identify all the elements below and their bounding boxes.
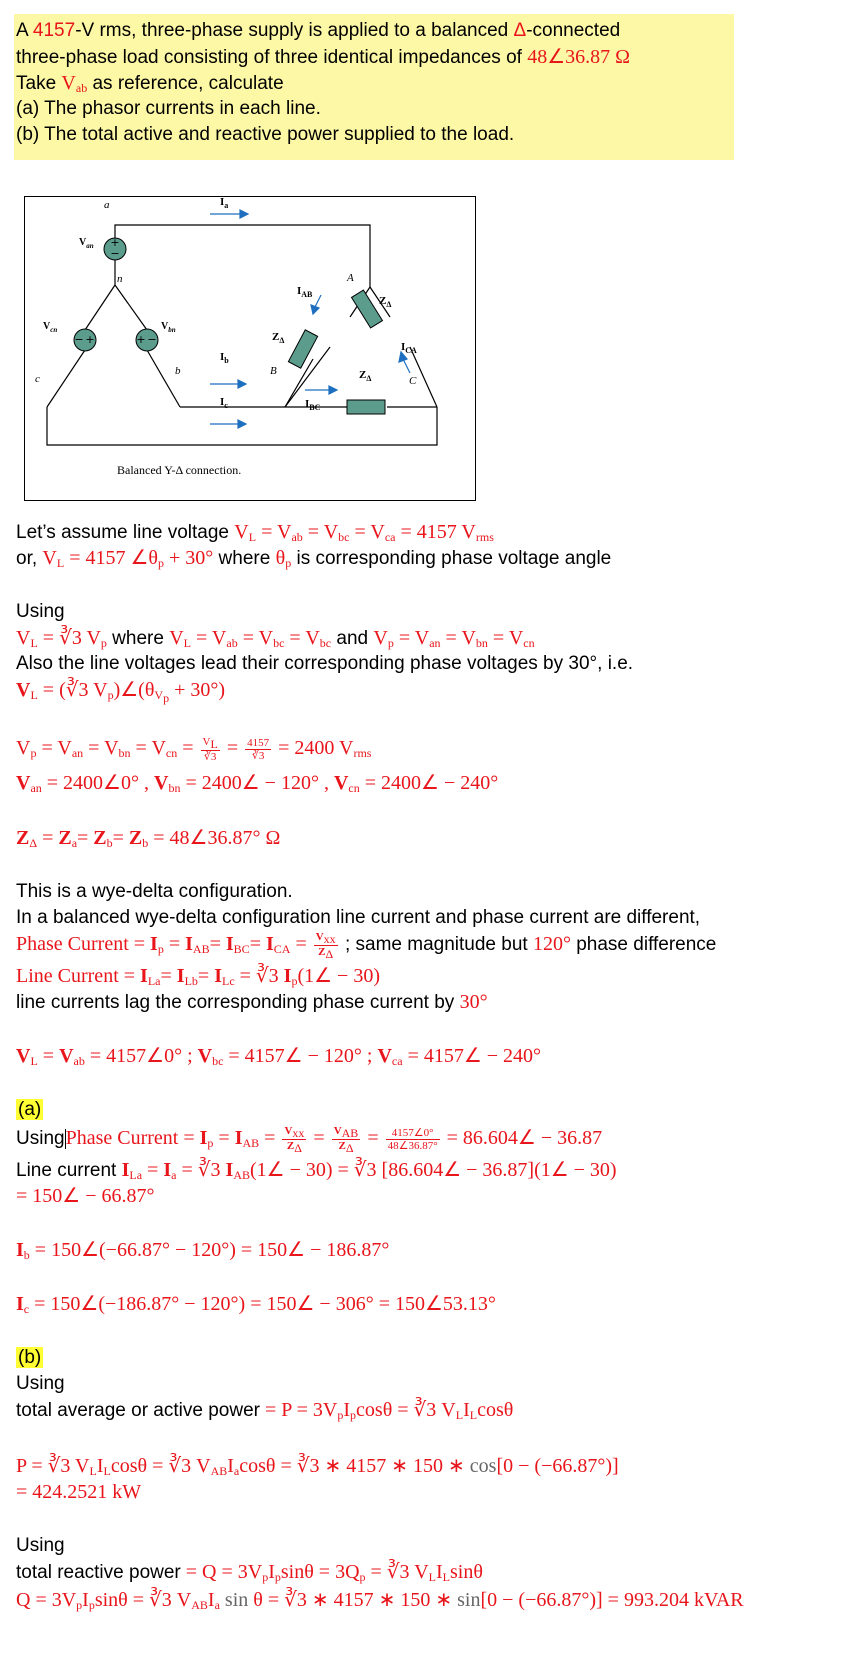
label-a: a [104, 199, 110, 211]
eq-part-a-phase-current: UsingPhase Current = $I_p = I_{AB}$ = $\frac{V_{xx}}{Z_\Delta}$ = $\frac{V_{AB}}{Z_\Delta}$ = $\frac{4157\angle 0^\circ}{48\angle 36.87^\circ}$ = 86.604∠ − 36.87 [16, 1125, 603, 1155]
eq-ic: $I_c$ = 150∠(−186.87° − 120°) = 150∠ − 306° = 150∠53.13° [16, 1293, 496, 1316]
impedance-ca-icon [352, 290, 383, 328]
line-balanced: In a balanced wye-delta configuration line current and phase current are different, [16, 907, 701, 928]
part-a-label: (a) [18, 1099, 42, 1120]
eq-p-calc: P = ∛3 $V_LI_L\cos\theta$ = ∛3 $V_{AB}I_a\cos\theta$ = ∛3 ∗ 4157 ∗ 150 ∗ cos[0 − (−66.87°)] [16, 1455, 619, 1478]
label-node-B: B [270, 365, 277, 377]
figure-caption: Balanced Y-Δ connection. [117, 463, 242, 477]
eq-phase-voltages: $V_{an}$ = 2400∠0° , $V_{bn}$ = 2400∠ − 120° , $V_{cn}$ = 2400∠ − 240° [16, 772, 499, 795]
label-z-ca: $Z_\Delta$ [379, 295, 392, 309]
eq-q-calc: $Q = 3V_pI_p\sin\theta$ = ∛3 $V_{AB}I_a$ sin θ = ∛3 ∗ 4157 ∗ 150 ∗ sin[0 − (−66.87°)] = 993.204 kVAR [16, 1589, 744, 1612]
line-total-reactive: total reactive power = $Q = 3V_pI_p\sin\theta = 3Q_p$ = ∛3 $V_LI_L\sin\theta$ [16, 1561, 483, 1584]
impedance-ab-icon [288, 330, 317, 368]
eq-part-a-ia: = 150∠ − 66.87° [16, 1185, 155, 1207]
using-1: Using [16, 601, 65, 622]
svg-text:−: − [74, 333, 84, 346]
using-3: Using [16, 1373, 65, 1394]
label-iab: $I_{AB}$ [297, 285, 313, 299]
svg-text:−: − [147, 333, 157, 346]
problem-line-2: three-phase load consisting of three identical impedances of 48∠36.87 Ω [16, 46, 630, 68]
circuit-figure [24, 196, 476, 501]
line-lag: line currents lag the corresponding phase current by 30° [16, 991, 488, 1013]
label-b: b [175, 365, 181, 377]
line-or: or, $V_L = 4157$ $\angle\theta_p + 30^\circ$ where $\theta_p$ is corresponding phase voltage angle [16, 547, 612, 570]
label-node-C: C [409, 375, 417, 387]
eq-impedance: $Z_\Delta = Z_a= Z_b= Z_b$ = 48∠36.87° Ω [16, 827, 281, 850]
label-vcn: $V_{cn}$ [43, 321, 58, 334]
line-vl-relation: $V_L$ = ∛3 $V_p$ where $V_L = V_{ab} = V_{bc} = V_{bc}$ and $V_p = V_{an} = V_{bn} = V_{cn}$ [16, 627, 535, 650]
problem-line-1: A 4157-V rms, three-phase supply is applied to a balanced Δ-connected [16, 20, 621, 41]
eq-p-result: = 424.2521 kW [16, 1481, 142, 1503]
impedance-bc-icon [347, 400, 385, 414]
svg-text:+: + [136, 333, 146, 346]
svg-text:+: + [110, 236, 120, 249]
svg-text:+: + [85, 333, 95, 346]
label-ibc: $I_{BC}$ [305, 398, 321, 412]
label-z-ab: $Z_\Delta$ [272, 331, 285, 345]
label-ia: $I_a$ [220, 196, 229, 210]
eq-ib: $I_b$ = 150∠(−66.87° − 120°) = 150∠ − 186.87° [16, 1239, 390, 1262]
eq-phase-current: Phase Current = $I_p = I_{AB}= I_{BC}= I_{CA}$ = $\frac{V_{xx}}{Z_\Delta}$ ; same magnitude but 120° phase difference [16, 931, 717, 961]
problem-line-4: (a) The phasor currents in each line. [16, 98, 321, 119]
eq-line-current: Line Current = $I_{La}= I_{Lb}= I_{Lc}$ = ∛3 $I_p(1\angle - 30)$ [16, 965, 380, 988]
label-ib: $I_b$ [220, 351, 229, 365]
part-b-label: (b) [18, 1347, 42, 1368]
eq-part-a-line-current: Line current $I_{La} = I_a$ = ∛3 $I_{AB}(1\angle - 30)$ = ∛3 [86.604∠ − 36.87](1∠ − 30) [16, 1159, 617, 1182]
line-wye-delta: This is a wye-delta configuration. [16, 881, 293, 902]
label-z-bc: $Z_\Delta$ [359, 369, 372, 383]
label-ica: $I_{CA}$ [401, 341, 417, 355]
eq-vl-angle: $V_L$ = (∛3 $V_p)\angle(\theta_{V_p} + 30^\circ)$ [16, 679, 226, 705]
problem-line-5: (b) The total active and reactive power supplied to the load. [16, 124, 515, 145]
problem-line-3: Take $V_{ab}$ as reference, calculate [16, 72, 284, 95]
label-n: n [117, 273, 123, 285]
line-total-active: total average or active power = $P = 3V_pI_p\cos\theta$ = ∛3 $V_LI_L\cos\theta$ [16, 1399, 514, 1422]
line-lead: Also the line voltages lead their corresponding phase voltages by 30°, i.e. [16, 653, 634, 674]
svg-text:−: − [110, 247, 120, 260]
label-van: $V_{an}$ [79, 237, 94, 250]
label-node-A: A [347, 272, 354, 284]
label-c: c [35, 373, 40, 385]
label-vbn: $V_{bn}$ [161, 321, 176, 334]
eq-vp: $V_p = V_{an} = V_{bn} = V_{cn}$ = $\frac{V_L}{∛3}$ = $\frac{4157}{∛3}$ = 2400 $V_{rms}$ [16, 735, 372, 763]
eq-line-voltages: $V_L = V_{ab}$ = 4157∠0° ; $V_{bc}$ = 4157∠ − 120° ; $V_{ca}$ = 4157∠ − 240° [16, 1045, 542, 1068]
label-ic: $I_c$ [220, 396, 228, 410]
using-4: Using [16, 1535, 65, 1556]
line-assume: Let’s assume line voltage $V_L = V_{ab} = V_{bc} = V_{ca} = 4157$ $V_{rms}$ [16, 521, 494, 544]
